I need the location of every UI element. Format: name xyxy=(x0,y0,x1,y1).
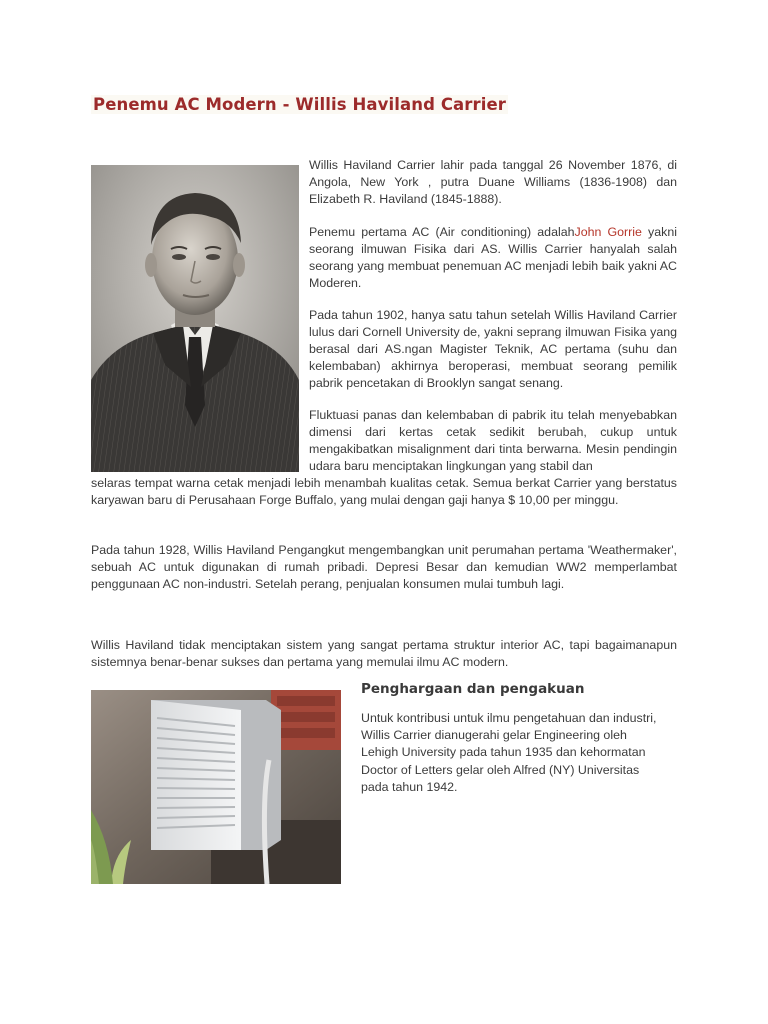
paragraph-fluctuation: Fluktuasi panas dan kelembaban di pabrik itu telah menyebabkan dimensi dari kertas cetak sedikit berubah, cukup untuk mengakibatkan misalignment dari tinta berwarna. Mesin pendingin udara baru menciptakan lingkungan yang stabil dan xyxy=(309,408,677,473)
john-gorrie-link[interactable]: John Gorrie xyxy=(574,225,642,239)
paragraph-fluctuation-continued: selaras tempat warna cetak menjadi lebih menambah kualitas cetak. Semua berkat Carrier yang berstatus karyawan baru di Perusahaan Forge Buffalo, yang mulai dengan gaji hanya $ 10,00 per minggu. xyxy=(91,476,677,507)
paragraph-first-inventor-text-after: yakni seorang ilmuwan Fisika dari AS. Willis Carrier hanyalah salah seorang yang membuat penemuan AC menjadi lebih baik yakni AC Moderen. xyxy=(309,225,677,290)
paragraph-birth: Willis Haviland Carrier lahir pada tanggal 26 November 1876, di Angola, New York , putra Duane Williams (1836-1908) dan Elizabeth R. Haviland (1845-1888). xyxy=(309,158,677,206)
awards-line: Doctor of Letters gelar oleh Alfred (NY) Universitas xyxy=(361,762,640,777)
awards-line: pada tahun 1942. xyxy=(361,779,458,794)
willis-carrier-portrait xyxy=(91,165,299,472)
awards-line: Willis Carrier dianugerahi gelar Engineering oleh xyxy=(361,728,627,743)
paragraph-conclusion: Willis Haviland tidak menciptakan sistem yang sangat pertama struktur interior AC, tapi bagaimanapun sistemnya benar-benar sukses dan pertama yang memulai ilmu AC modern. xyxy=(91,638,677,669)
paragraph-1928: Pada tahun 1928, Willis Haviland Pengangkut mengembangkan unit perumahan pertama 'Weathermaker', sebuah AC untuk digunakan di rumah pribadi. Depresi Besar dan kemudian WW2 memperlambat penggunaan AC non-industri. Setelah perang, penjualan konsumen mulai tumbuh lagi. xyxy=(91,543,677,591)
paragraph-awards xyxy=(361,710,681,796)
paragraph-first-inventor xyxy=(309,224,677,292)
paragraph-first-inventor-text-before: Penemu pertama AC (Air conditioning) adalah xyxy=(309,225,575,239)
air-conditioner-photo xyxy=(91,690,341,884)
page-title: Penemu AC Modern - Willis Haviland Carrier xyxy=(93,95,507,114)
awards-heading: Penghargaan dan pengakuan xyxy=(361,681,585,697)
awards-line: Untuk kontribusi untuk ilmu pengetahuan dan industri, xyxy=(361,711,657,725)
awards-line: Lehigh University pada tahun 1935 dan kehormatan xyxy=(361,745,646,760)
paragraph-1902: Pada tahun 1902, hanya satu tahun setelah Willis Haviland Carrier lulus dari Cornell University de, yakni seprang ilmuwan Fisika yang berasal dari AS.ngan Magister Teknik, AC pertama (suhu dan kelembaban) akhirnya beroperasi, membuat seorang pemilik pabrik pencetakan di Brooklyn sangat senang. xyxy=(309,308,677,390)
